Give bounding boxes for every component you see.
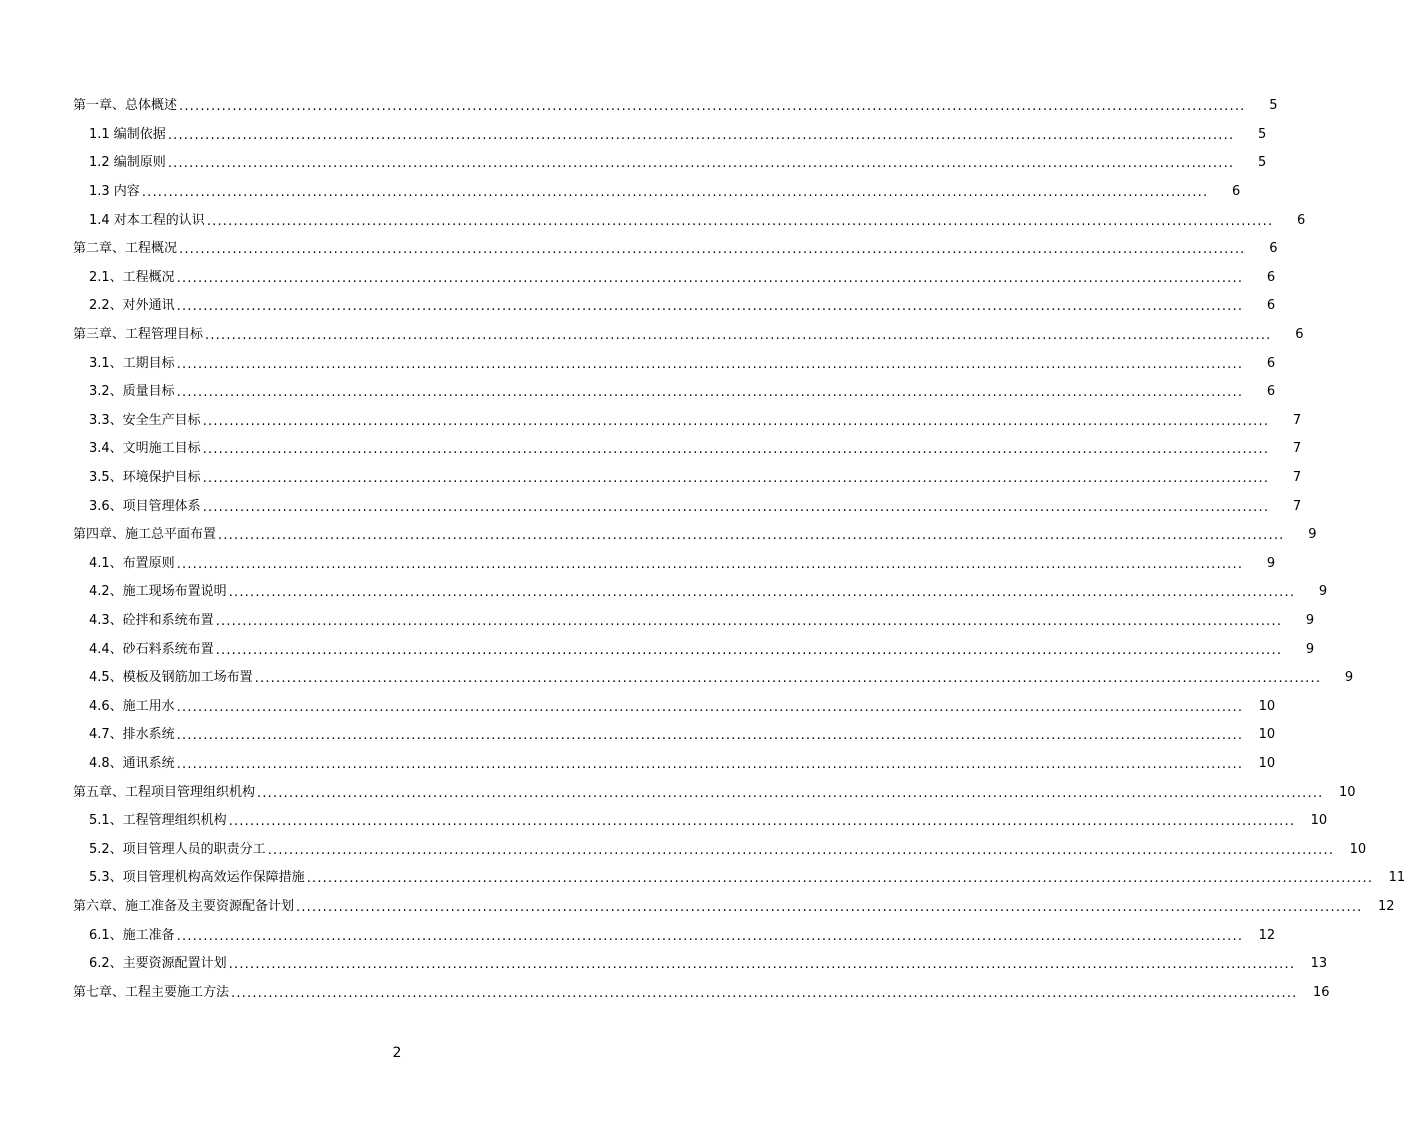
page-number: 2 bbox=[392, 1045, 402, 1061]
toc-section-entry[interactable] bbox=[0, 664, 1354, 693]
toc-section-entry[interactable] bbox=[0, 492, 1302, 521]
toc-entry-title: 3.5、环境保护目标 bbox=[89, 470, 201, 486]
toc-section-entry[interactable] bbox=[0, 264, 1276, 293]
toc-entry-page-number: 7 bbox=[1292, 470, 1302, 486]
toc-section-entry[interactable] bbox=[0, 921, 1276, 950]
toc-dot-leader: ........................................................................................................................................................................................................ bbox=[296, 899, 1363, 915]
toc-entry-title: 5.1、工程管理组织机构 bbox=[89, 813, 227, 829]
toc-entry-page-number: 6 bbox=[1266, 298, 1276, 314]
toc-entry-title: 第二章、工程概况 bbox=[73, 241, 178, 257]
toc-dot-leader: ........................................................................................................................................................................................................ bbox=[257, 785, 1324, 801]
toc-section-entry[interactable] bbox=[0, 635, 1315, 664]
toc-dot-leader: ........................................................................................................................................................................................................ bbox=[176, 270, 1244, 286]
toc-section-entry[interactable] bbox=[0, 178, 1241, 207]
toc-entry-page-number: 10 bbox=[1258, 755, 1276, 771]
toc-entry-page-number: 9 bbox=[1305, 641, 1315, 657]
toc-entry-title: 4.7、排水系统 bbox=[89, 727, 175, 743]
toc-entry-page-number: 16 bbox=[1312, 984, 1330, 1000]
toc-entry-page-number: 6 bbox=[1232, 184, 1241, 200]
toc-entry-page-number: 10 bbox=[1258, 698, 1276, 714]
toc-entry-title: 4.3、砼拌和系统布置 bbox=[89, 612, 214, 628]
toc-entry-page-number: 5 bbox=[1258, 126, 1267, 142]
toc-section-entry[interactable] bbox=[0, 435, 1302, 464]
toc-entry-title: 1.3 内容 bbox=[89, 184, 140, 200]
toc-chapter-entry[interactable] bbox=[0, 893, 1395, 922]
toc-dot-leader: ........................................................................................................................................................................................................ bbox=[176, 756, 1244, 772]
toc-entry-title: 4.1、布置原则 bbox=[89, 555, 175, 571]
toc-dot-leader: ........................................................................................................................................................................................................ bbox=[202, 413, 1270, 429]
toc-entry-title: 2.1、工程概况 bbox=[89, 269, 175, 285]
toc-entry-page-number: 9 bbox=[1344, 670, 1354, 686]
toc-dot-leader: ........................................................................................................................................................................................................ bbox=[141, 185, 1209, 201]
toc-dot-leader: ........................................................................................................................................................................................................ bbox=[228, 585, 1296, 601]
toc-entry-title: 3.3、安全生产目标 bbox=[89, 412, 201, 428]
toc-entry-page-number: 6 bbox=[1266, 355, 1276, 371]
toc-entry-page-number: 7 bbox=[1292, 498, 1302, 514]
toc-entry-title: 4.2、施工现场布置说明 bbox=[89, 584, 227, 600]
toc-entry-page-number: 6 bbox=[1266, 269, 1276, 285]
toc-dot-leader: ........................................................................................................................................................................................................ bbox=[176, 928, 1244, 944]
toc-section-entry[interactable] bbox=[0, 692, 1276, 721]
toc-dot-leader: ........................................................................................................................................................................................................ bbox=[228, 814, 1296, 830]
toc-dot-leader: ........................................................................................................................................................................................................ bbox=[228, 957, 1296, 973]
toc-entry-page-number: 6 bbox=[1295, 327, 1304, 343]
toc-entry-page-number: 5 bbox=[1258, 155, 1267, 171]
toc-section-entry[interactable] bbox=[0, 349, 1276, 378]
toc-entry-title: 5.2、项目管理人员的职责分工 bbox=[89, 841, 266, 857]
toc-entry-page-number: 9 bbox=[1305, 612, 1315, 628]
toc-dot-leader: ........................................................................................................................................................................................................ bbox=[215, 642, 1283, 658]
toc-dot-leader: ........................................................................................................................................................................................................ bbox=[267, 842, 1335, 858]
toc-section-entry[interactable] bbox=[0, 864, 1405, 893]
toc-entry-title: 3.1、工期目标 bbox=[89, 355, 175, 371]
toc-dot-leader: ........................................................................................................................................................................................................ bbox=[205, 328, 1272, 344]
toc-dot-leader: ........................................................................................................................................................................................................ bbox=[176, 299, 1244, 315]
toc-section-entry[interactable] bbox=[0, 292, 1276, 321]
toc-section-entry[interactable] bbox=[0, 464, 1302, 493]
toc-section-entry[interactable] bbox=[0, 550, 1276, 579]
toc-entry-title: 第五章、工程项目管理组织机构 bbox=[73, 784, 256, 800]
toc-entry-title: 第四章、施工总平面布置 bbox=[73, 527, 217, 543]
toc-dot-leader: ........................................................................................................................................................................................................ bbox=[179, 99, 1246, 115]
toc-entry-title: 3.4、文明施工目标 bbox=[89, 441, 201, 457]
toc-section-entry[interactable] bbox=[0, 950, 1328, 979]
toc-entry-title: 5.3、项目管理机构高效运作保障措施 bbox=[89, 870, 305, 886]
toc-entry-title: 3.6、项目管理体系 bbox=[89, 498, 201, 514]
toc-entry-title: 4.5、模板及钢筋加工场布置 bbox=[89, 670, 253, 686]
toc-entry-title: 2.2、对外通讯 bbox=[89, 298, 175, 314]
toc-entry-page-number: 12 bbox=[1258, 927, 1276, 943]
toc-entry-page-number: 6 bbox=[1269, 241, 1278, 257]
toc-dot-leader: ........................................................................................................................................................................................................ bbox=[254, 671, 1322, 687]
toc-dot-leader: ........................................................................................................................................................................................................ bbox=[176, 728, 1244, 744]
toc-section-entry[interactable] bbox=[0, 750, 1276, 779]
toc-dot-leader: ........................................................................................................................................................................................................ bbox=[206, 213, 1274, 229]
toc-entry-page-number: 9 bbox=[1318, 584, 1328, 600]
toc-entry-page-number: 6 bbox=[1297, 212, 1306, 228]
toc-entry-page-number: 10 bbox=[1349, 841, 1367, 857]
toc-dot-leader: ........................................................................................................................................................................................................ bbox=[202, 499, 1270, 515]
toc-chapter-entry[interactable] bbox=[0, 978, 1330, 1007]
toc-section-entry[interactable] bbox=[0, 121, 1267, 150]
toc-entry-title: 4.8、通讯系统 bbox=[89, 755, 175, 771]
toc-entry-title: 6.2、主要资源配置计划 bbox=[89, 956, 227, 972]
toc-section-entry[interactable] bbox=[0, 607, 1315, 636]
toc-dot-leader: ........................................................................................................................................................................................................ bbox=[176, 556, 1244, 572]
toc-entry-page-number: 10 bbox=[1310, 813, 1328, 829]
toc-entry-title: 4.6、施工用水 bbox=[89, 698, 175, 714]
toc-section-entry[interactable] bbox=[0, 149, 1267, 178]
toc-entry-title: 3.2、质量目标 bbox=[89, 384, 175, 400]
toc-dot-leader: ........................................................................................................................................................................................................ bbox=[176, 356, 1244, 372]
toc-entry-title: 第三章、工程管理目标 bbox=[73, 327, 204, 343]
toc-entry-page-number: 7 bbox=[1292, 441, 1302, 457]
toc-entry-page-number: 6 bbox=[1266, 384, 1276, 400]
toc-entry-page-number: 7 bbox=[1292, 412, 1302, 428]
toc-entry-page-number: 5 bbox=[1269, 98, 1278, 114]
toc-entry-page-number: 10 bbox=[1258, 727, 1276, 743]
toc-entry-title: 第七章、工程主要施工方法 bbox=[73, 984, 230, 1000]
toc-section-entry[interactable] bbox=[0, 378, 1276, 407]
toc-dot-leader: ........................................................................................................................................................................................................ bbox=[202, 471, 1270, 487]
toc-entry-page-number: 9 bbox=[1266, 555, 1276, 571]
toc-section-entry[interactable] bbox=[0, 835, 1367, 864]
toc-section-entry[interactable] bbox=[0, 407, 1302, 436]
toc-chapter-entry[interactable] bbox=[0, 521, 1317, 550]
toc-entry-title: 第一章、总体概述 bbox=[73, 98, 178, 114]
toc-dot-leader: ........................................................................................................................................................................................................ bbox=[176, 699, 1244, 715]
toc-dot-leader: ........................................................................................................................................................................................................ bbox=[218, 528, 1285, 544]
toc-entry-title: 6.1、施工准备 bbox=[89, 927, 175, 943]
toc-entry-page-number: 9 bbox=[1308, 527, 1317, 543]
toc-entry-title: 1.1 编制依据 bbox=[89, 126, 166, 142]
toc-section-entry[interactable] bbox=[0, 578, 1328, 607]
toc-section-entry[interactable] bbox=[0, 206, 1306, 235]
toc-dot-leader: ........................................................................................................................................................................................................ bbox=[167, 156, 1235, 172]
table-of-contents bbox=[0, 92, 1405, 1007]
toc-chapter-entry[interactable] bbox=[0, 778, 1356, 807]
toc-entry-title: 1.2 编制原则 bbox=[89, 155, 166, 171]
toc-dot-leader: ........................................................................................................................................................................................................ bbox=[167, 127, 1235, 143]
toc-chapter-entry[interactable] bbox=[0, 235, 1278, 264]
toc-dot-leader: ........................................................................................................................................................................................................ bbox=[231, 985, 1298, 1001]
toc-entry-page-number: 12 bbox=[1377, 898, 1395, 914]
toc-entry-page-number: 10 bbox=[1338, 784, 1356, 800]
toc-entry-title: 第六章、施工准备及主要资源配备计划 bbox=[73, 898, 295, 914]
toc-entry-title: 4.4、砂石料系统布置 bbox=[89, 641, 214, 657]
toc-dot-leader: ........................................................................................................................................................................................................ bbox=[215, 613, 1283, 629]
toc-entry-page-number: 13 bbox=[1310, 956, 1328, 972]
toc-entry-page-number: 11 bbox=[1388, 870, 1405, 886]
toc-dot-leader: ........................................................................................................................................................................................................ bbox=[176, 385, 1244, 401]
toc-entry-title: 1.4 对本工程的认识 bbox=[89, 212, 205, 228]
toc-dot-leader: ........................................................................................................................................................................................................ bbox=[202, 442, 1270, 458]
toc-dot-leader: ........................................................................................................................................................................................................ bbox=[179, 242, 1246, 258]
toc-dot-leader: ........................................................................................................................................................................................................ bbox=[306, 871, 1374, 887]
toc-chapter-entry[interactable] bbox=[0, 321, 1304, 350]
toc-section-entry[interactable] bbox=[0, 721, 1276, 750]
toc-chapter-entry[interactable] bbox=[0, 92, 1278, 121]
toc-section-entry[interactable] bbox=[0, 807, 1328, 836]
